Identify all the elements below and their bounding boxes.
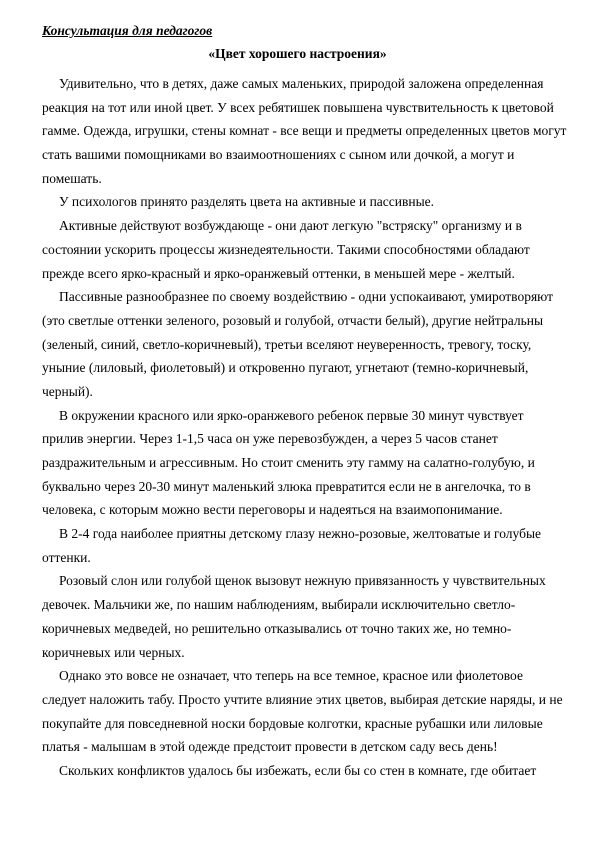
text-line: Розовый слон или голубой щенок вызовут нежную привязанность у чувствительных — [59, 573, 546, 589]
text-line: покупайте для повседневной носки бордовые колготки, красные рубашки или лиловые — [42, 715, 543, 731]
text-line: уныние (лиловый, фиолетовый) и откровенно пугают, угнетают (темно-коричневый, — [42, 360, 529, 376]
paragraph — [42, 214, 557, 285]
text-line: реакция на тот или иной цвет. У всех ребятишек повышена чувствительность к цветовой — [42, 99, 554, 115]
paragraph — [42, 522, 557, 569]
text-line: В 2-4 года наиболее приятны детскому глазу нежно-розовые, желтоватые и голубые — [59, 526, 542, 542]
text-line: платья - малышам в этой одежде предстоит провести в детском саду весь день! — [42, 739, 498, 755]
paragraph — [42, 190, 557, 214]
text-line: (это светлые оттенки зеленого, розовый и голубой, отчасти белый), другие нейтральны — [42, 312, 544, 328]
text-line: В окружении красного или ярко-оранжевого ребенок первые 30 минут чувствует — [59, 407, 524, 423]
document-body — [42, 72, 567, 783]
text-line: Скольких конфликтов удалось бы избежать, если бы со стен в комнате, где обитает — [59, 762, 537, 778]
text-line: буквально через 20-30 минут маленький злюка превратится если не в ангелочка, то в — [42, 478, 531, 494]
text-line: прилив энергии. Через 1-1,5 часа он уже перевозбужден, а через 5 часов станет — [42, 431, 498, 447]
text-line: гамме. Одежда, игрушки, стены комнат - все вещи и предметы определенных цветов могут — [42, 123, 567, 139]
text-line: Однако это вовсе не означает, что теперь на все темное, красное или фиолетовое — [59, 668, 523, 684]
text-line: У психологов принято разделять цвета на активные и пассивные. — [59, 194, 435, 210]
paragraph — [42, 759, 557, 783]
text-line: черный). — [42, 383, 93, 399]
text-line: прежде всего ярко-красный и ярко-оранжевый оттенки, в меньшей мере - желтый. — [42, 265, 515, 281]
text-line: Активные действуют возбуждающе - они дают легкую "встряску" организму и в — [59, 218, 522, 234]
text-line: коричневых или черных. — [42, 644, 185, 660]
text-line: девочек. Мальчики же, по нашим наблюдениям, выбирали исключительно светло- — [42, 597, 516, 613]
text-line: следует наложить табу. Просто учтите влияние этих цветов, выбирая детские наряды, и не — [42, 691, 563, 707]
text-line: (зеленый, синий, светло-коричневый), третьи вселяют неуверенность, тревогу, тоску, — [42, 336, 532, 352]
paragraph — [42, 664, 563, 759]
document-title: «Цвет хорошего настроения» — [208, 46, 387, 61]
document-header: Консультация для педагогов — [42, 23, 213, 38]
paragraph — [42, 72, 567, 190]
paragraph — [42, 285, 557, 403]
text-line: раздражительным и агрессивным. Но стоит сменить эту гамму на салатно-голубую, и — [42, 455, 535, 470]
text-line: человека, с которым можно вести переговоры и надеяться на взаимопонимание. — [42, 502, 503, 518]
paragraph — [42, 404, 557, 522]
text-line: коричневых медведей, но решительно отказывались от точно таких же, но темно- — [42, 620, 512, 636]
text-line: Пассивные разнообразнее по своему воздействию - одни успокаивают, умиротворяют — [59, 289, 553, 305]
text-line: помешать. — [42, 170, 102, 186]
text-line: состоянии ускорить процессы жизнедеятельности. Такими способностями обладают — [42, 241, 530, 257]
text-line: оттенки. — [42, 549, 91, 565]
text-line: Удивительно, что в детях, даже самых маленьких, природой заложена определенная — [59, 76, 544, 91]
text-line: стать вашими помощниками во взаимоотношениях с сыном или дочкой, а могут и — [42, 147, 515, 163]
paragraph — [42, 569, 557, 664]
